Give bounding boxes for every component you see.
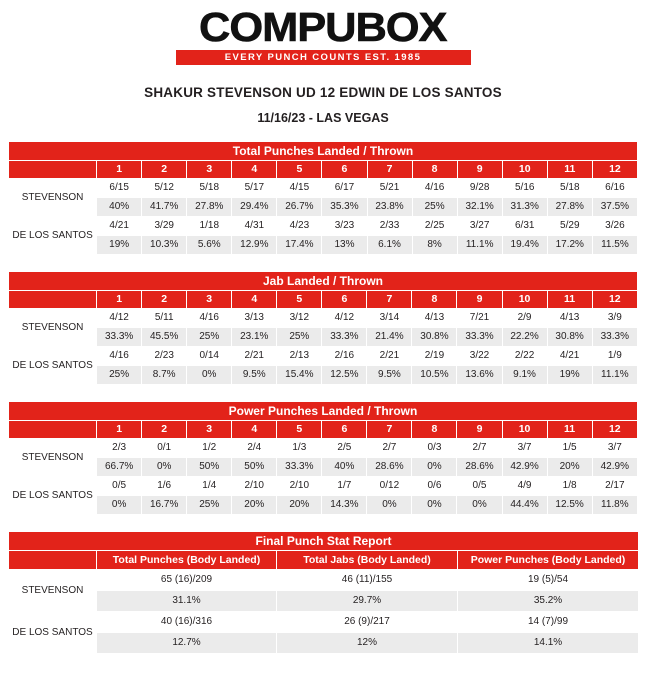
fighter-name-a: STEVENSON <box>9 308 97 346</box>
column-header-power-punches: Power Punches (Body Landed) <box>458 550 639 569</box>
cell: 40% <box>97 197 142 216</box>
cell: 0% <box>367 495 412 514</box>
cell: 3/14 <box>367 308 412 327</box>
cell: 13.6% <box>457 365 502 384</box>
round-header-7: 7 <box>367 420 412 438</box>
fighter-name-b: DE LOS SANTOS <box>9 611 97 653</box>
cell: 37.5% <box>592 197 637 216</box>
cell: 1/8 <box>547 476 592 495</box>
round-header-9: 9 <box>457 160 502 178</box>
jab-table <box>8 271 638 385</box>
cell: 2/25 <box>412 216 457 235</box>
round-header-12: 12 <box>592 290 637 308</box>
cell: 11.8% <box>592 495 637 514</box>
cell: 2/19 <box>412 346 457 365</box>
round-header-1: 1 <box>97 420 142 438</box>
cell: 0% <box>142 457 187 476</box>
round-header-12: 12 <box>592 160 637 178</box>
cell: 33.3% <box>97 327 142 346</box>
cell: 6/16 <box>592 178 637 197</box>
cell: 0/5 <box>457 476 502 495</box>
cell: 4/16 <box>412 178 457 197</box>
cell: 8.7% <box>142 365 187 384</box>
cell: 4/21 <box>547 346 592 365</box>
fight-result-headline: SHAKUR STEVENSON UD 12 EDWIN DE LOS SANTOS <box>144 84 502 100</box>
cell: 2/33 <box>367 216 412 235</box>
cell: 2/16 <box>322 346 367 365</box>
cell: 5/11 <box>142 308 187 327</box>
cell: 8% <box>412 235 457 254</box>
cell: 46 (11)/155 <box>277 569 458 590</box>
cell: 40% <box>322 457 367 476</box>
round-header-3: 3 <box>187 420 232 438</box>
round-header-11: 11 <box>547 290 592 308</box>
round-header-8: 8 <box>412 160 457 178</box>
table-title: Jab Landed / Thrown <box>9 271 638 290</box>
cell: 7/21 <box>457 308 502 327</box>
cell: 16.7% <box>142 495 187 514</box>
cell: 4/13 <box>547 308 592 327</box>
cell: 25% <box>277 327 322 346</box>
corner-cell <box>9 290 97 308</box>
round-header-5: 5 <box>277 420 322 438</box>
cell: 25% <box>412 197 457 216</box>
cell: 9.5% <box>367 365 412 384</box>
cell: 4/13 <box>412 308 457 327</box>
cell: 5/29 <box>547 216 592 235</box>
cell: 44.4% <box>502 495 547 514</box>
table-row <box>9 308 638 327</box>
cell: 25% <box>187 327 232 346</box>
cell: 14 (7)/99 <box>458 611 639 632</box>
cell: 1/7 <box>322 476 367 495</box>
cell: 23.8% <box>367 197 412 216</box>
cell: 1/18 <box>187 216 232 235</box>
corner-cell <box>9 420 97 438</box>
cell: 3/9 <box>592 308 637 327</box>
cell: 4/21 <box>97 216 142 235</box>
cell: 0% <box>97 495 142 514</box>
round-header-2: 2 <box>142 420 187 438</box>
table-row <box>9 569 639 590</box>
cell: 20% <box>547 457 592 476</box>
cell: 3/29 <box>142 216 187 235</box>
cell: 33.3% <box>277 457 322 476</box>
cell: 4/31 <box>232 216 277 235</box>
cell: 13% <box>322 235 367 254</box>
round-header-8: 8 <box>412 420 457 438</box>
table-row <box>9 365 638 384</box>
cell: 15.4% <box>277 365 322 384</box>
table-row <box>9 327 638 346</box>
cell: 5/12 <box>142 178 187 197</box>
round-header-11: 11 <box>547 160 592 178</box>
round-header-7: 7 <box>367 160 412 178</box>
cell: 2/7 <box>367 438 412 457</box>
round-header-5: 5 <box>277 290 322 308</box>
cell: 27.8% <box>187 197 232 216</box>
cell: 0% <box>187 365 232 384</box>
cell: 3/13 <box>232 308 277 327</box>
cell: 0/6 <box>412 476 457 495</box>
cell: 45.5% <box>142 327 187 346</box>
fighter-name-a: STEVENSON <box>9 438 97 476</box>
cell: 1/4 <box>187 476 232 495</box>
cell: 27.8% <box>547 197 592 216</box>
cell: 6.1% <box>367 235 412 254</box>
cell: 5/21 <box>367 178 412 197</box>
cell: 20% <box>277 495 322 514</box>
cell: 5/18 <box>547 178 592 197</box>
round-header-11: 11 <box>547 420 592 438</box>
table-row <box>9 235 638 254</box>
cell: 33.3% <box>592 327 637 346</box>
cell: 5/18 <box>187 178 232 197</box>
cell: 26 (9)/217 <box>277 611 458 632</box>
fighter-name-a: STEVENSON <box>9 569 97 611</box>
cell: 11.1% <box>592 365 637 384</box>
cell: 42.9% <box>502 457 547 476</box>
cell: 1/6 <box>142 476 187 495</box>
cell: 4/9 <box>502 476 547 495</box>
cell: 2/21 <box>367 346 412 365</box>
cell: 4/12 <box>97 308 142 327</box>
column-header-total-jabs: Total Jabs (Body Landed) <box>277 550 458 569</box>
cell: 5/17 <box>232 178 277 197</box>
fighter-name-b: DE LOS SANTOS <box>9 216 97 254</box>
cell: 29.4% <box>232 197 277 216</box>
cell: 4/12 <box>322 308 367 327</box>
table-row <box>9 216 638 235</box>
cell: 2/7 <box>457 438 502 457</box>
round-header-5: 5 <box>277 160 322 178</box>
cell: 2/10 <box>277 476 322 495</box>
cell: 0% <box>412 495 457 514</box>
cell: 29.7% <box>277 590 458 611</box>
table-row <box>9 346 638 365</box>
cell: 33.3% <box>457 327 502 346</box>
cell: 9/28 <box>457 178 502 197</box>
cell: 19.4% <box>502 235 547 254</box>
cell: 31.1% <box>97 590 277 611</box>
table-title: Final Punch Stat Report <box>9 531 639 550</box>
cell: 31.3% <box>502 197 547 216</box>
round-header-2: 2 <box>142 290 187 308</box>
cell: 3/22 <box>457 346 502 365</box>
fighter-name-b: DE LOS SANTOS <box>9 346 97 384</box>
cell: 0% <box>412 457 457 476</box>
cell: 5/16 <box>502 178 547 197</box>
table-row <box>9 178 638 197</box>
cell: 3/26 <box>592 216 637 235</box>
cell: 0/12 <box>367 476 412 495</box>
cell: 66.7% <box>97 457 142 476</box>
round-header-4: 4 <box>232 160 277 178</box>
final-punch-stat-report-table <box>8 531 639 654</box>
cell: 30.8% <box>547 327 592 346</box>
cell: 4/16 <box>97 346 142 365</box>
cell: 11.5% <box>592 235 637 254</box>
round-header-6: 6 <box>322 290 367 308</box>
round-header-4: 4 <box>232 290 277 308</box>
logo-tagline: EVERY PUNCH COUNTS EST. 1985 <box>176 50 471 65</box>
cell: 22.2% <box>502 327 547 346</box>
table-row <box>9 476 638 495</box>
cell: 4/16 <box>187 308 232 327</box>
fight-date-location: 11/16/23 - LAS VEGAS <box>257 110 389 125</box>
cell: 4/15 <box>277 178 322 197</box>
cell: 2/13 <box>277 346 322 365</box>
table-row <box>9 495 638 514</box>
cell: 3/7 <box>592 438 637 457</box>
cell: 2/3 <box>97 438 142 457</box>
cell: 12.9% <box>232 235 277 254</box>
cell: 6/31 <box>502 216 547 235</box>
round-header-8: 8 <box>412 290 457 308</box>
round-header-row <box>9 160 638 178</box>
table-row <box>9 438 638 457</box>
cell: 0/5 <box>97 476 142 495</box>
column-header-row <box>9 550 639 569</box>
cell: 28.6% <box>457 457 502 476</box>
cell: 30.8% <box>412 327 457 346</box>
column-header-total-punches: Total Punches (Body Landed) <box>97 550 277 569</box>
cell: 3/27 <box>457 216 502 235</box>
round-header-12: 12 <box>592 420 637 438</box>
cell: 35.2% <box>458 590 639 611</box>
cell: 2/22 <box>502 346 547 365</box>
cell: 9.1% <box>502 365 547 384</box>
table-row <box>9 197 638 216</box>
table-title: Total Punches Landed / Thrown <box>9 141 638 160</box>
cell: 11.1% <box>457 235 502 254</box>
cell: 19% <box>97 235 142 254</box>
round-header-3: 3 <box>187 290 232 308</box>
cell: 35.3% <box>322 197 367 216</box>
cell: 33.3% <box>322 327 367 346</box>
cell: 5.6% <box>187 235 232 254</box>
cell: 17.2% <box>547 235 592 254</box>
cell: 17.4% <box>277 235 322 254</box>
cell: 65 (16)/209 <box>97 569 277 590</box>
cell: 1/9 <box>592 346 637 365</box>
compubox-logo <box>8 0 638 67</box>
cell: 4/23 <box>277 216 322 235</box>
round-header-10: 10 <box>502 160 547 178</box>
cell: 0/14 <box>187 346 232 365</box>
cell: 1/2 <box>187 438 232 457</box>
round-header-10: 10 <box>502 420 547 438</box>
cell: 6/17 <box>322 178 367 197</box>
cell: 42.9% <box>592 457 637 476</box>
round-header-3: 3 <box>187 160 232 178</box>
cell: 25% <box>187 495 232 514</box>
round-header-6: 6 <box>322 160 367 178</box>
cell: 21.4% <box>367 327 412 346</box>
cell: 2/23 <box>142 346 187 365</box>
round-header-7: 7 <box>367 290 412 308</box>
cell: 2/5 <box>322 438 367 457</box>
cell: 1/5 <box>547 438 592 457</box>
cell: 9.5% <box>232 365 277 384</box>
power-punches-table <box>8 401 638 515</box>
table-row <box>9 457 638 476</box>
round-header-1: 1 <box>97 290 142 308</box>
cell: 12.5% <box>322 365 367 384</box>
cell: 23.1% <box>232 327 277 346</box>
cell: 3/23 <box>322 216 367 235</box>
cell: 40 (16)/316 <box>97 611 277 632</box>
cell: 41.7% <box>142 197 187 216</box>
total-punches-table <box>8 141 638 255</box>
cell: 12.7% <box>97 632 277 653</box>
corner-cell <box>9 160 97 178</box>
round-header-10: 10 <box>502 290 547 308</box>
cell: 26.7% <box>277 197 322 216</box>
cell: 32.1% <box>457 197 502 216</box>
fighter-name-b: DE LOS SANTOS <box>9 476 97 514</box>
cell: 2/17 <box>592 476 637 495</box>
round-header-4: 4 <box>232 420 277 438</box>
round-header-9: 9 <box>457 290 502 308</box>
round-header-row <box>9 290 638 308</box>
cell: 10.5% <box>412 365 457 384</box>
cell: 2/9 <box>502 308 547 327</box>
table-row <box>9 632 639 653</box>
table-row <box>9 611 639 632</box>
cell: 19 (5)/54 <box>458 569 639 590</box>
cell: 0/1 <box>142 438 187 457</box>
cell: 50% <box>187 457 232 476</box>
cell: 50% <box>232 457 277 476</box>
cell: 25% <box>97 365 142 384</box>
fighter-name-a: STEVENSON <box>9 178 97 216</box>
round-header-9: 9 <box>457 420 502 438</box>
table-row <box>9 590 639 611</box>
cell: 12.5% <box>547 495 592 514</box>
cell: 6/15 <box>97 178 142 197</box>
cell: 2/21 <box>232 346 277 365</box>
round-header-2: 2 <box>142 160 187 178</box>
cell: 3/12 <box>277 308 322 327</box>
round-header-6: 6 <box>322 420 367 438</box>
cell: 0/3 <box>412 438 457 457</box>
cell: 14.3% <box>322 495 367 514</box>
cell: 10.3% <box>142 235 187 254</box>
logo-wordmark: COMPUBOX <box>199 4 447 50</box>
cell: 0% <box>457 495 502 514</box>
round-header-row <box>9 420 638 438</box>
round-header-1: 1 <box>97 160 142 178</box>
corner-cell <box>9 550 97 569</box>
table-title: Power Punches Landed / Thrown <box>9 401 638 420</box>
cell: 2/10 <box>232 476 277 495</box>
cell: 28.6% <box>367 457 412 476</box>
cell: 14.1% <box>458 632 639 653</box>
cell: 12% <box>277 632 458 653</box>
cell: 19% <box>547 365 592 384</box>
cell: 20% <box>232 495 277 514</box>
cell: 3/7 <box>502 438 547 457</box>
cell: 2/4 <box>232 438 277 457</box>
cell: 1/3 <box>277 438 322 457</box>
